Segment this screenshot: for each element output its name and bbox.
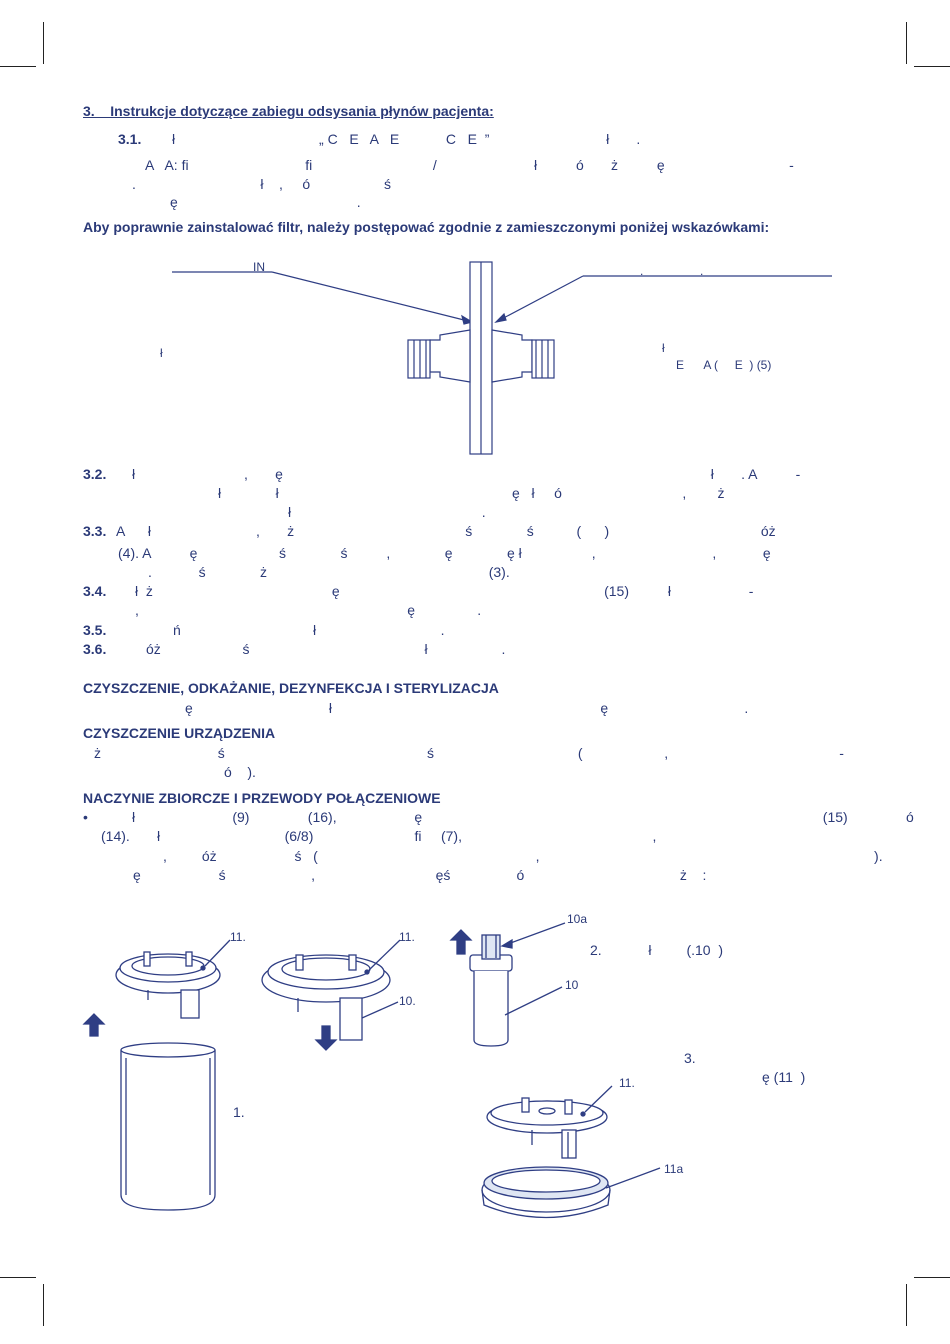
filter-right-label: E A ( E ) (5) [676, 358, 772, 372]
bullet: • [83, 809, 88, 825]
crop-mark [43, 22, 44, 64]
paragraph-line: (4). A ę ś ś , ę ę ł , , ę [118, 545, 771, 561]
crop-mark [914, 66, 950, 67]
part-label-11: 11. [230, 930, 246, 944]
crop-mark [43, 1284, 44, 1326]
paragraph-line: , ę . [135, 602, 482, 618]
part-label-10: 10. [399, 994, 416, 1008]
paragraph-line: ę ł ę . [185, 700, 749, 716]
paragraph-line: ó ). [224, 764, 256, 780]
item-number: 3.2. [83, 466, 107, 482]
crop-mark [914, 1277, 950, 1278]
section-heading: 3. Instrukcje dotyczące zabiegu odsysania płynów pacjenta: [83, 103, 494, 119]
paragraph-line: ę ś , ęś ó ż : [133, 867, 707, 883]
crop-mark [906, 22, 907, 64]
paragraph-line: ł ł ę ł ó , ż [218, 485, 725, 501]
item-number: 3.3. [83, 523, 107, 539]
crop-mark [906, 1284, 907, 1326]
device-cleaning-heading: CZYSZCZENIE URZĄDZENIA [83, 725, 276, 741]
paragraph-line: ż ś ś ( , - [94, 745, 844, 761]
paragraph-line: A A: fi fi / ł ó ż ę - [145, 157, 794, 173]
item-number: 3.6. [83, 641, 107, 657]
filter-in-label: IN [253, 260, 265, 274]
filter-right-label: ł [662, 341, 665, 355]
filter-instruction: Aby poprawnie zainstalować filtr, należy postępować zgodnie z zamieszczonymi poniżej wskazówkami: [83, 219, 770, 235]
cleaning-heading: CZYSZCZENIE, ODKAŻANIE, DEZYNFEKCJA I STERYLIZACJA [83, 680, 499, 696]
paragraph-line: . ś ż (3). [148, 564, 510, 580]
part-label-11: 11. [619, 1076, 635, 1090]
filter-out-label: . . [640, 264, 704, 278]
part-label-11a: 11a [664, 1162, 684, 1176]
part-label-11: 11. [399, 930, 415, 944]
paragraph-line: (14). ł (6/8) fi (7), , [101, 828, 657, 844]
figure-caption-3: 3. [684, 1050, 696, 1066]
paragraph-line: , óż ś ( , ). [163, 848, 883, 864]
paragraph-line: óż ś ł . [146, 641, 506, 657]
paragraph-line: ł . [288, 504, 486, 520]
paragraph-line: . ł , ó ś [132, 176, 392, 192]
figure-caption-3-line2: ę (11 ) [762, 1069, 806, 1085]
crop-mark [0, 66, 36, 67]
figure-caption-1: 1. [233, 1104, 245, 1120]
item-number: 3.1. [118, 131, 142, 147]
paragraph-line: ł „ C E A E C E ” ł . [172, 131, 641, 147]
item-number: 3.4. [83, 583, 107, 599]
figure-caption-2: 2. ł (.10 ) [590, 942, 724, 958]
container-heading: NACZYNIE ZBIORCZE I PRZEWODY POŁĄCZENIOWE [83, 790, 441, 806]
part-label-10a: 10a [567, 912, 588, 926]
paragraph-line: ł (9) (16), ę (15) ó [132, 809, 914, 825]
paragraph-line: A ł , ż ś ś ( ) óż [116, 523, 776, 539]
item-number: 3.5. [83, 622, 107, 638]
paragraph-line: ł , ę ł . A - [132, 466, 801, 482]
crop-mark [0, 1277, 36, 1278]
filter-left-label: ł [160, 346, 163, 360]
paragraph-line: ę . [170, 194, 361, 210]
paragraph-line: ł ż ę (15) ł - [135, 583, 754, 599]
part-label-10-plain: 10 [565, 978, 579, 992]
paragraph-line: ń ł . [173, 622, 445, 638]
